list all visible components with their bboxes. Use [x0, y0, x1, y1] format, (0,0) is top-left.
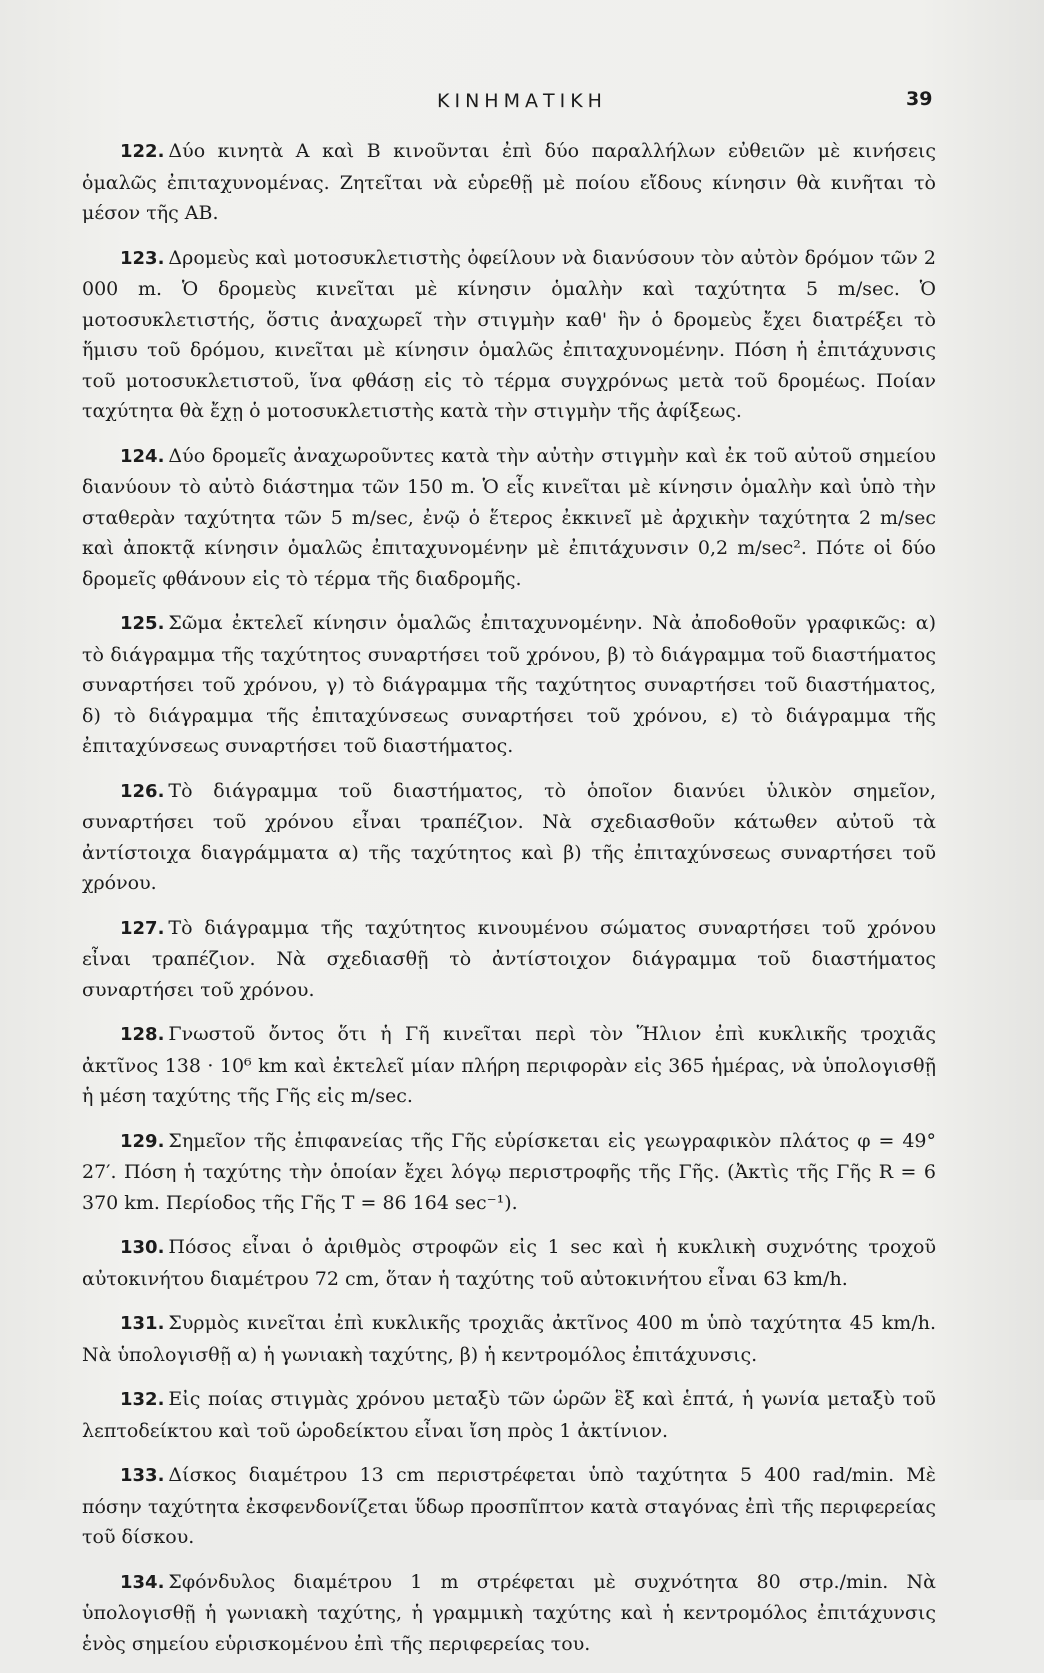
problem-number: 134.	[120, 1571, 165, 1593]
problem-text: Δύο κινητὰ Α καὶ Β κινοῦνται ἐπὶ δύο παραλλήλων εὐθειῶν μὲ κινήσεις ὁμαλῶς ἐπιταχυνομένας. Ζητεῖται νὰ εὑρεθῇ μὲ ποίου εἴδους κίνησιν θὰ κινῆται τὸ μέσον τῆς ΑΒ.	[82, 140, 936, 224]
problem-132	[82, 1384, 936, 1446]
page-number: 39	[906, 88, 933, 110]
problem-text: Σημεῖον τῆς ἐπιφανείας τῆς Γῆς εὑρίσκεται εἰς γεωγραφικὸν πλάτος φ = 49° 27′. Πόση ἡ ταχύτης τὴν ὁποίαν ἔχει λόγῳ περιστροφῆς τῆς Γῆς. (Ἀκτὶς τῆς Γῆς R = 6 370 km. Περίοδος τῆς Γῆς T = 86 164 sec⁻¹).	[82, 1129, 936, 1214]
problem-text: Δρομεὺς καὶ μοτοσυκλετιστὴς ὀφείλουν νὰ διανύσουν τὸν αὐτὸν δρόμον τῶν 2 000 m. Ὁ δρομεὺς κινεῖται μὲ κίνησιν ὁμαλὴν καὶ ταχύτητα 5 m/sec. Ὁ μοτοσυκλετιστής, ὅστις ἀναχωρεῖ τὴν στιγμὴν καθ' ἣν ὁ δρομεὺς ἔχει διατρέξει τὸ ἥμισυ τοῦ δρόμου, κινεῖται μὲ κίνησιν ὁμαλῶς ἐπιταχυνομένην. Πόση ἡ ἐπιτάχυνσις τοῦ μοτοσυκλετιστοῦ, ἵνα φθάσῃ εἰς τὸ τέρμα συγχρόνως μετὰ τοῦ δρομέως. Ποίαν ταχύτητα θὰ ἔχῃ ὁ μοτοσυκλετιστὴς κατὰ τὴν στιγμὴν τῆς ἀφίξεως.	[82, 246, 936, 422]
problem-131	[82, 1308, 936, 1370]
problem-text: Γνωστοῦ ὄντος ὅτι ἡ Γῆ κινεῖται περὶ τὸν Ἥλιον ἐπὶ κυκλικῆς τροχιᾶς ἀκτῖνος 138 · 10⁶ km καὶ ἐκτελεῖ μίαν πλήρη περιφορὰν εἰς 365 ἡμέρας, νὰ ὑπολογισθῇ ἡ μέση ταχύτης τῆς Γῆς εἰς m/sec.	[82, 1023, 936, 1107]
problem-127	[82, 913, 936, 1006]
problem-number: 126.	[120, 780, 165, 802]
problem-number: 130.	[120, 1237, 165, 1258]
problem-text: Συρμὸς κινεῖται ἐπὶ κυκλικῆς τροχιᾶς ἀκτῖνος 400 m ὑπὸ ταχύτητα 45 km/h. Νὰ ὑπολογισθῇ α) ἡ γωνιακὴ ταχύτης, β) ἡ κεντρομόλος ἐπιτάχυνσις.	[82, 1312, 936, 1366]
problem-number: 127.	[120, 917, 165, 939]
page-header	[0, 86, 1044, 116]
problem-122	[82, 136, 936, 229]
running-title: ΚΙΝΗΜΑΤΙΚΗ	[437, 90, 607, 112]
problem-134	[82, 1567, 936, 1660]
problem-text: Σφόνδυλος διαμέτρου 1 m στρέφεται μὲ συχνότητα 80 στρ./min. Νὰ ὑπολογισθῇ ἡ γωνιακὴ ταχύτης, ἡ γραμμικὴ ταχύτης καὶ ἡ κεντρομόλος ἐπιτάχυνσις ἑνὸς σημείου εὑρισκομένου ἐπὶ τῆς περιφερείας του.	[82, 1570, 936, 1655]
problem-number: 125.	[120, 613, 165, 634]
problem-number: 129.	[120, 1130, 165, 1152]
problem-text: Πόσος εἶναι ὁ ἀριθμὸς στροφῶν εἰς 1 sec καὶ ἡ κυκλικὴ συχνότης τροχοῦ αὐτοκινήτου διαμέτρου 72 cm, ὅταν ἡ ταχύτης τοῦ αὐτοκινήτου εἶναι 63 km/h.	[82, 1236, 936, 1290]
problem-text: Τὸ διάγραμμα τῆς ταχύτητος κινουμένου σώματος συναρτήσει τοῦ χρόνου εἶναι τραπέζιον. Νὰ σχεδιασθῇ τὸ ἀντίστοιχον διάγραμμα τοῦ διαστήματος συναρτήσει τοῦ χρόνου.	[82, 916, 936, 1001]
problem-number: 132.	[120, 1389, 165, 1410]
problem-number: 124.	[120, 445, 165, 467]
problem-number: 133.	[120, 1465, 165, 1486]
problem-128	[82, 1019, 936, 1112]
problem-text: Εἰς ποίας στιγμὰς χρόνου μεταξὺ τῶν ὡρῶν ἓξ καὶ ἑπτά, ἡ γωνία μεταξὺ τοῦ λεπτοδείκτου καὶ τοῦ ὡροδείκτου εἶναι ἴση πρὸς 1 ἀκτίνιον.	[82, 1388, 936, 1442]
problem-list	[82, 136, 936, 1673]
problem-number: 123.	[120, 247, 165, 269]
problem-129	[82, 1126, 936, 1219]
problem-text: Δύο δρομεῖς ἀναχωροῦντες κατὰ τὴν αὐτὴν στιγμὴν καὶ ἐκ τοῦ αὐτοῦ σημείου διανύουν τὸ αὐτὸ διάστημα τῶν 150 m. Ὁ εἷς κινεῖται μὲ κίνησιν ὁμαλὴν καὶ ὑπὸ τὴν σταθερὰν ταχύτητα τῶν 5 m/sec, ἐνῷ ὁ ἕτερος ἐκκινεῖ μὲ ἀρχικὴν ταχύτητα 2 m/sec καὶ ἀποκτᾷ κίνησιν ὁμαλῶς ἐπιταχυνομένην μὲ ἐπιτάχυνσιν 0,2 m/sec². Πότε οἱ δύο δρομεῖς φθάνουν εἰς τὸ τέρμα τῆς διαδρομῆς.	[82, 444, 936, 590]
problem-text: Σῶμα ἐκτελεῖ κίνησιν ὁμαλῶς ἐπιταχυνομένην. Νὰ ἀποδοθοῦν γραφικῶς: α) τὸ διάγραμμα τῆς ταχύτητος συναρτήσει τοῦ χρόνου, β) τὸ διάγραμμα τοῦ διαστήματος συναρτήσει τοῦ χρόνου, γ) τὸ διάγραμμα τῆς ταχύτητος συναρτήσει τοῦ διαστήματος, δ) τὸ διάγραμμα τῆς ἐπιταχύνσεως συναρτήσει τοῦ χρόνου, ε) τὸ διάγραμμα τῆς ἐπιταχύνσεως συναρτήσει τοῦ διαστήματος.	[82, 612, 936, 757]
problem-133	[82, 1460, 936, 1553]
problem-number: 122.	[120, 141, 165, 162]
problem-text: Δίσκος διαμέτρου 13 cm περιστρέφεται ὑπὸ ταχύτητα 5 400 rad/min. Μὲ πόσην ταχύτητα ἐκσφενδονίζεται ὕδωρ προσπῖπτον κατὰ σταγόνας ἐπὶ τῆς περιφερείας τοῦ δίσκου.	[82, 1464, 936, 1548]
problem-130	[82, 1232, 936, 1294]
problem-124	[82, 441, 936, 595]
problem-number: 131.	[120, 1313, 165, 1334]
problem-125	[82, 608, 936, 762]
problem-number: 128.	[120, 1024, 165, 1045]
problem-123	[82, 243, 936, 427]
problem-text: Τὸ διάγραμμα τοῦ διαστήματος, τὸ ὁποῖον διανύει ὑλικὸν σημεῖον, συναρτήσει τοῦ χρόνου εἶναι τραπέζιον. Νὰ σχεδιασθοῦν κάτωθεν αὐτοῦ τὰ ἀντίστοιχα διαγράμματα α) τῆς ταχύτητος καὶ β) τῆς ἐπιταχύνσεως συναρτήσει τοῦ χρόνου.	[82, 779, 936, 894]
problem-126	[82, 776, 936, 899]
